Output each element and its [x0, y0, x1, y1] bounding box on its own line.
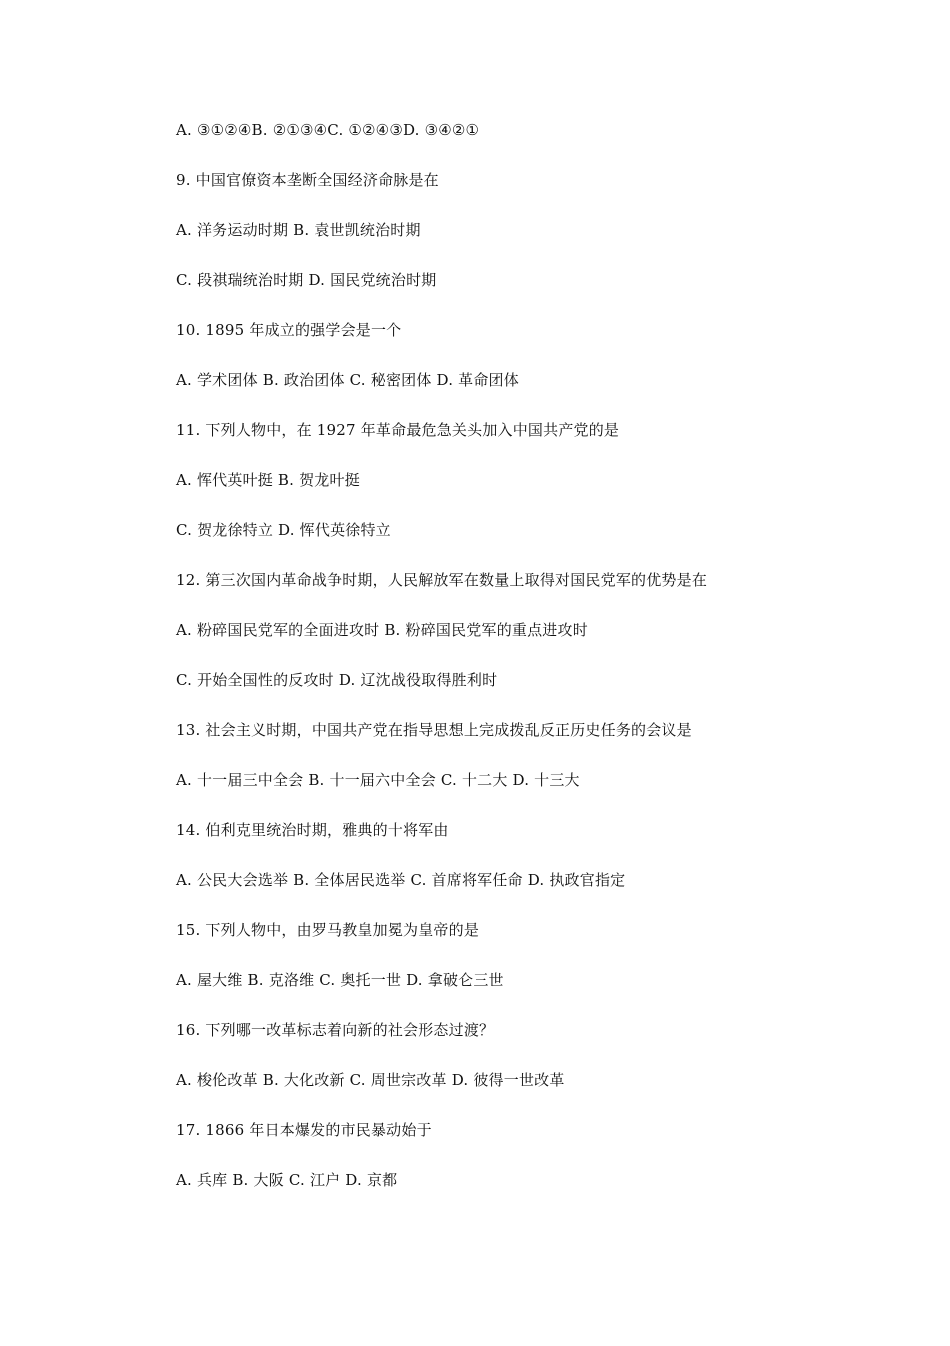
question-9: 9. 中国官僚资本垄断全国经济命脉是在 — [176, 171, 439, 189]
answer-options-9a: A. 洋务运动时期 B. 袁世凯统治时期 — [176, 221, 421, 239]
question-16: 16. 下列哪一改革标志着向新的社会形态过渡？ — [176, 1021, 495, 1039]
question-12: 12. 第三次国内革命战争时期，人民解放军在数量上取得对国民党军的优势是在 — [176, 571, 708, 589]
answer-options-14: A. 公民大会选举 B. 全体居民选举 C. 首席将军任命 D. 执政官指定 — [176, 871, 626, 889]
answer-options-12b: C. 开始全国性的反攻时 D. 辽沈战役取得胜利时 — [176, 671, 498, 689]
answer-options-13: A. 十一届三中全会 B. 十一届六中全会 C. 十二大 D. 十三大 — [176, 771, 580, 789]
answer-options-11b: C. 贺龙徐特立 D. 恽代英徐特立 — [176, 521, 391, 539]
answer-options-11a: A. 恽代英叶挺 B. 贺龙叶挺 — [176, 471, 360, 489]
answer-options-10: A. 学术团体 B. 政治团体 C. 秘密团体 D. 革命团体 — [176, 371, 519, 389]
question-10: 10. 1895 年成立的强学会是一个 — [176, 321, 402, 339]
question-15: 15. 下列人物中，由罗马教皇加冕为皇帝的是 — [176, 921, 480, 939]
answer-options-12a: A. 粉碎国民党军的全面进攻时 B. 粉碎国民党军的重点进攻时 — [176, 621, 588, 639]
question-list — [176, 116, 896, 1216]
question-17: 17. 1866 年日本爆发的市民暴动始于 — [176, 1121, 432, 1139]
question-11: 11. 下列人物中，在 1927 年革命最危急关头加入中国共产党的是 — [176, 421, 620, 439]
question-14: 14. 伯利克里统治时期，雅典的十将军由 — [176, 821, 449, 839]
answer-options-8: A. ③①②④B. ②①③④C. ①②④③D. ③④②① — [176, 121, 480, 139]
answer-options-9b: C. 段祺瑞统治时期 D. 国民党统治时期 — [176, 271, 437, 289]
answer-options-15: A. 屋大维 B. 克洛维 C. 奥托一世 D. 拿破仑三世 — [176, 971, 504, 989]
answer-options-17: A. 兵库 B. 大阪 C. 江户 D. 京都 — [176, 1171, 398, 1189]
answer-options-16: A. 梭伦改革 B. 大化改新 C. 周世宗改革 D. 彼得一世改革 — [176, 1071, 565, 1089]
question-13: 13. 社会主义时期，中国共产党在指导思想上完成拨乱反正历史任务的会议是 — [176, 721, 692, 739]
